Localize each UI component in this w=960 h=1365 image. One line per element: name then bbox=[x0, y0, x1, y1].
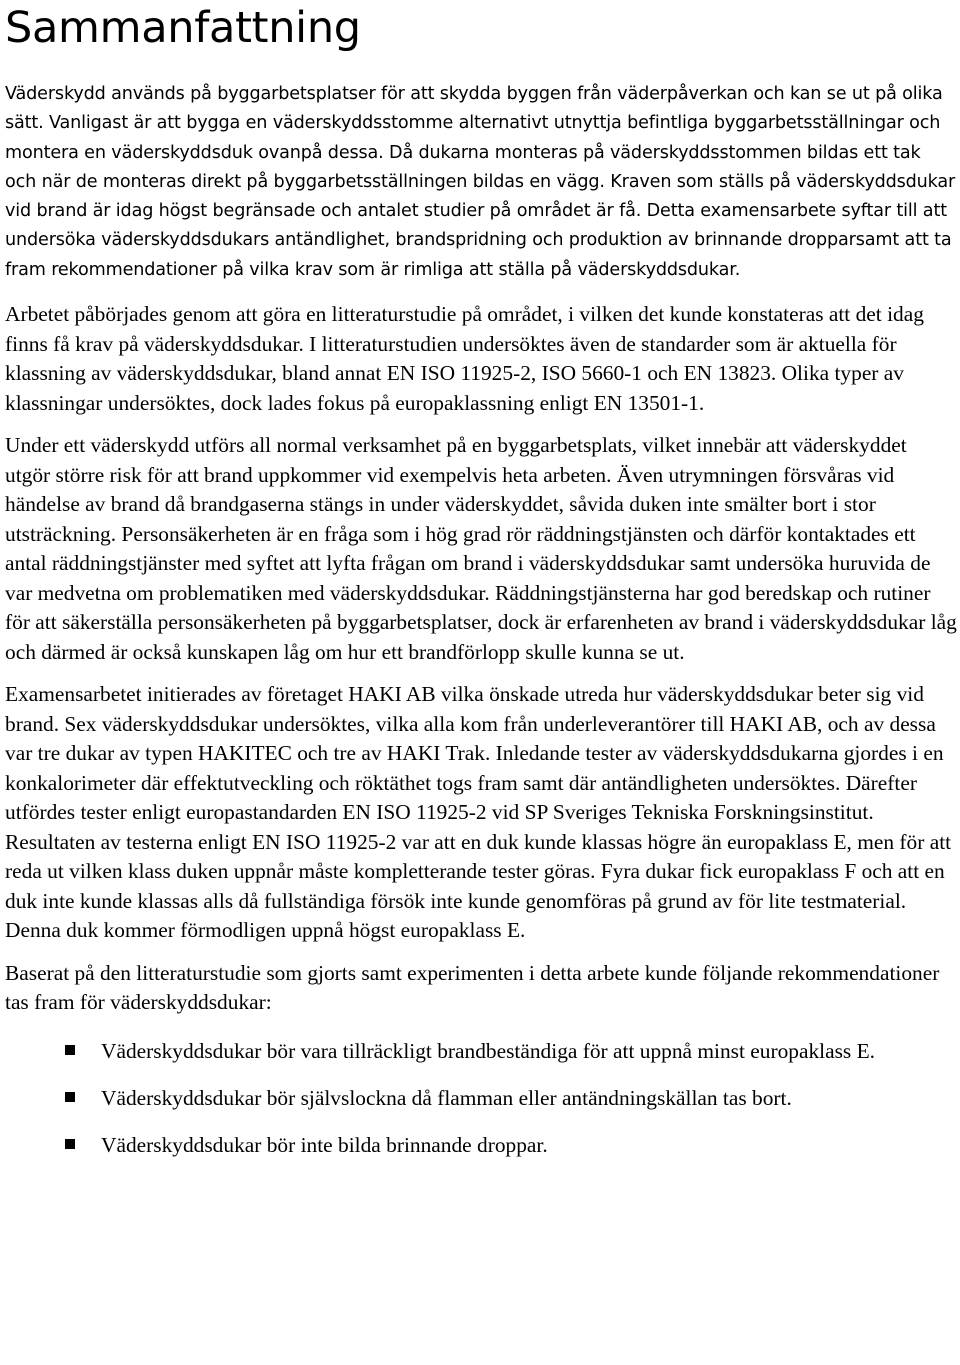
paragraph-literature-study: Arbetet påbörjades genom att göra en litteraturstudie på området, i vilken det kunde konstateras att det idag finns få krav på väderskyddsdukar. I litteraturstudien undersöktes även de standarder som är aktuella för klassning av väderskyddsdukar, bland annat EN ISO 11925-2, ISO 5660-1 och EN 13823. Olika typer av klassningar undersöktes, dock lades fokus på europaklassning enligt EN 13501-1. bbox=[5, 302, 924, 415]
intro-paragraph: Väderskydd används på byggarbetsplatser för att skydda byggen från väderpåverkan och kan se ut på olika sätt. Vanligast är att bygga en väderskyddsstomme alternativt utnyttja befintliga byggarbetsställningar och montera en väderskyddsduk ovanpå dessa. Då dukarna monteras på väderskyddsstommen bildas ett tak och när de monteras direkt på byggarbetsställningen bildas en vägg. Kraven som ställs på väderskyddsdukar vid brand är idag högst begränsade och antalet studier på området är få. Detta examensarbete syftar till att undersöka väderskyddsdukars antändlighet, brandspridning och produktion av brinnande dropparsamt att ta fram rekommendationer på vilka krav som är rimliga att ställa på väderskyddsdukar. bbox=[5, 84, 956, 280]
recommendation-list bbox=[5, 1036, 957, 1160]
page-title: Sammanfattning bbox=[5, 3, 361, 53]
list-item-text: Väderskyddsdukar bör självslockna då flamman eller antändningskällan tas bort. bbox=[101, 1085, 792, 1110]
list-item bbox=[5, 1130, 957, 1160]
square-bullet-icon bbox=[65, 1045, 75, 1055]
body-text bbox=[5, 300, 957, 1018]
square-bullet-icon bbox=[65, 1139, 75, 1149]
paragraph-recommendations-intro: Baserat på den litteraturstudie som gjorts samt experimenten i detta arbete kunde följande rekommendationer tas fram för väderskyddsdukar: bbox=[5, 960, 940, 1015]
paragraph-fire-safety: Under ett väderskydd utförs all normal verksamhet på en byggarbetsplats, vilket innebär att väderskyddet utgör större risk för att brand uppkommer vid exempelvis heta arbeten. Även utrymningen försvåras vid händelse av brand då brandgaserna stängs in under väderskyddet, såvida duken inte smälter bort i stor utsträckning. Personsäkerheten är en fråga som i hög grad rör räddningstjänsten och därför kontaktades ett antal räddningstjänster med syftet att lyfta frågan om brand i väderskyddsdukar samt undersöka huruvida de var medvetna om problematiken med väderskyddsdukar. Räddningstjänsterna har god beredskap och rutiner för att säkerställa personsäkerheten på byggarbetsplatser, dock är erfarenheten av brand i väderskyddsdukar låg och därmed är också kunskapen låg om hur ett brandförlopp skulle kunna se ut. bbox=[5, 433, 957, 664]
paragraph-experiments: Examensarbetet initierades av företaget HAKI AB vilka önskade utreda hur väderskyddsdukar beter sig vid brand. Sex väderskyddsdukar undersöktes, vilka alla kom från underleverantörer till HAKI AB, och av dessa var tre dukar av typen HAKITEC och tre av HAKI Trak. Inledande tester av väderskyddsdukarna gjordes i en konkalorimeter där effektutveckling och röktäthet togs fram samt där antändligheten undersöktes. Därefter utfördes tester enligt europastandarden EN ISO 11925-2 vid SP Sveriges Tekniska Forskningsinstitut. Resultaten av testerna enligt EN ISO 11925-2 var att en duk kunde klassas högre än europaklass E, men för att reda ut vilken klass duken uppnår måste kompletterande tester göras. Fyra dukar fick europaklass F och att en duk inte kunde klassas alls då fullständiga försök inte kunde genomföras på grund av för lite testmaterial. Denna duk kommer förmodligen uppnå högst europaklass E. bbox=[5, 682, 952, 943]
square-bullet-icon bbox=[65, 1092, 75, 1102]
list-item bbox=[5, 1083, 957, 1113]
list-item bbox=[5, 1036, 957, 1066]
list-item-text: Väderskyddsdukar bör vara tillräckligt brandbeständiga för att uppnå minst europaklass E. bbox=[101, 1038, 876, 1063]
list-item-text: Väderskyddsdukar bör inte bilda brinnande droppar. bbox=[101, 1132, 548, 1157]
document-page bbox=[5, 0, 957, 1177]
